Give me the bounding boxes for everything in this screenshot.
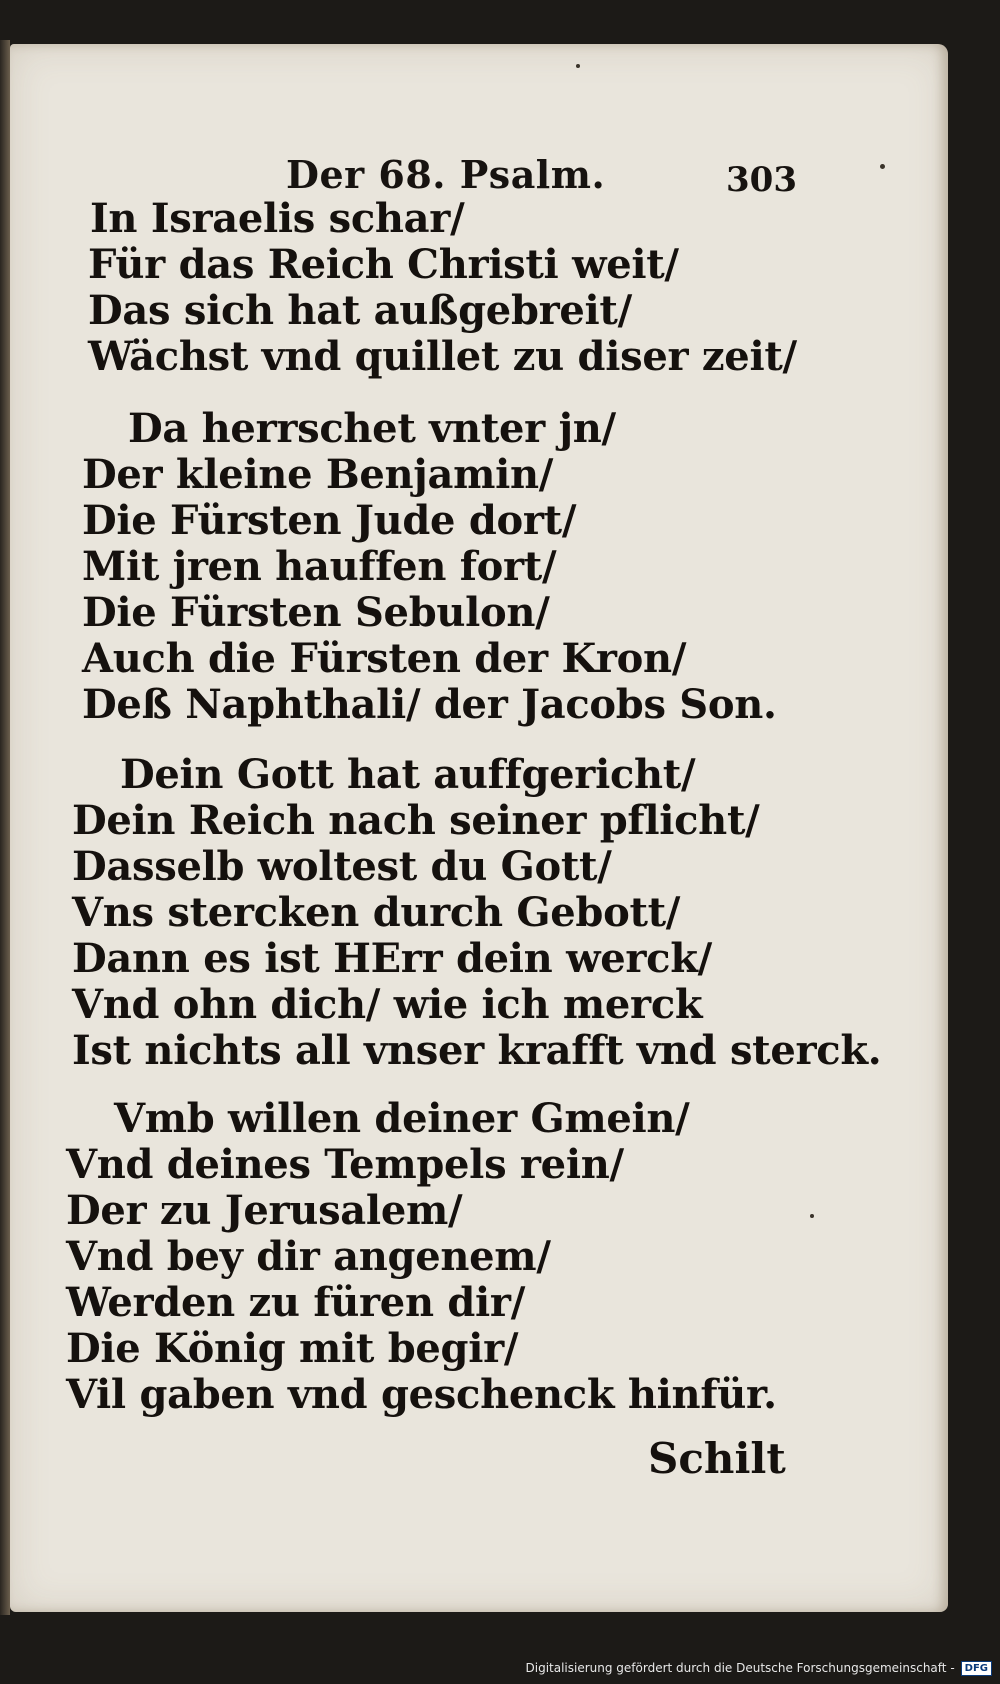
stanza-3: [10, 752, 948, 1074]
dfg-logo-icon: DFG: [961, 1661, 992, 1676]
footer-credit: [526, 1656, 993, 1680]
verse-line: Dann es ist HErr dein werck/: [72, 935, 712, 982]
verse-line: Dein Reich nach seiner pflicht/: [72, 797, 760, 844]
verse-line: Für das Reich Christi weit/: [88, 241, 679, 288]
verse-line: Vmb willen deiner Gmein/: [114, 1095, 690, 1142]
stanza-2: [10, 406, 948, 728]
page-header-title: Der 68. Psalm.: [286, 152, 606, 197]
verse-line: Vnd ohn dich/ wie ich merck: [72, 981, 703, 1028]
verse-line: Vns stercken durch Gebott/: [72, 889, 681, 936]
verse-line: In Israelis schar/: [90, 195, 465, 242]
verse-line: Der kleine Benjamin/: [82, 451, 554, 498]
verse-line: Da herrschet vnter jn/: [128, 405, 616, 452]
verse-line: Deß Naphthali/ der Jacobs Son.: [82, 681, 777, 728]
verse-line: Die Fürsten Jude dort/: [82, 497, 577, 544]
verse-line: Ist nichts all vnser krafft vnd sterck.: [72, 1027, 882, 1074]
stanza-1: [10, 196, 948, 380]
verse-line: Die Fürsten Sebulon/: [82, 589, 550, 636]
verse-line: Vnd bey dir angenem/: [66, 1233, 551, 1280]
running-head: [10, 140, 948, 200]
verse-line: Dein Gott hat auffgericht/: [120, 751, 696, 798]
verse-line: Werden zu füren dir/: [66, 1279, 526, 1326]
paper-speck: [810, 1214, 814, 1218]
footer-text: Digitalisierung gefördert durch die Deutsche Forschungsgemeinschaft -: [525, 1661, 955, 1675]
page-number: 303: [726, 160, 797, 200]
page-edge: [0, 40, 10, 1615]
verse-line: Wächst vnd quillet zu diser zeit/: [88, 333, 797, 380]
verse-line: Das sich hat außgebreit/: [88, 287, 632, 334]
verse-line: Die König mit begir/: [66, 1325, 519, 1372]
verse-line: Auch die Fürsten der Kron/: [82, 635, 687, 682]
paper-speck: [576, 64, 580, 68]
stanza-4: [10, 1096, 948, 1418]
verse-line: Der zu Jerusalem/: [66, 1187, 463, 1234]
book-page: [10, 44, 948, 1612]
paper-speck: [880, 164, 885, 169]
catchword: Schilt: [648, 1434, 786, 1483]
verse-line: Vnd deines Tempels rein/: [66, 1141, 624, 1188]
verse-line: Vil gaben vnd geschenck hinfür.: [66, 1371, 777, 1418]
verse-line: Mit jren hauffen fort/: [82, 543, 557, 590]
verse-line: Dasselb woltest du Gott/: [72, 843, 612, 890]
